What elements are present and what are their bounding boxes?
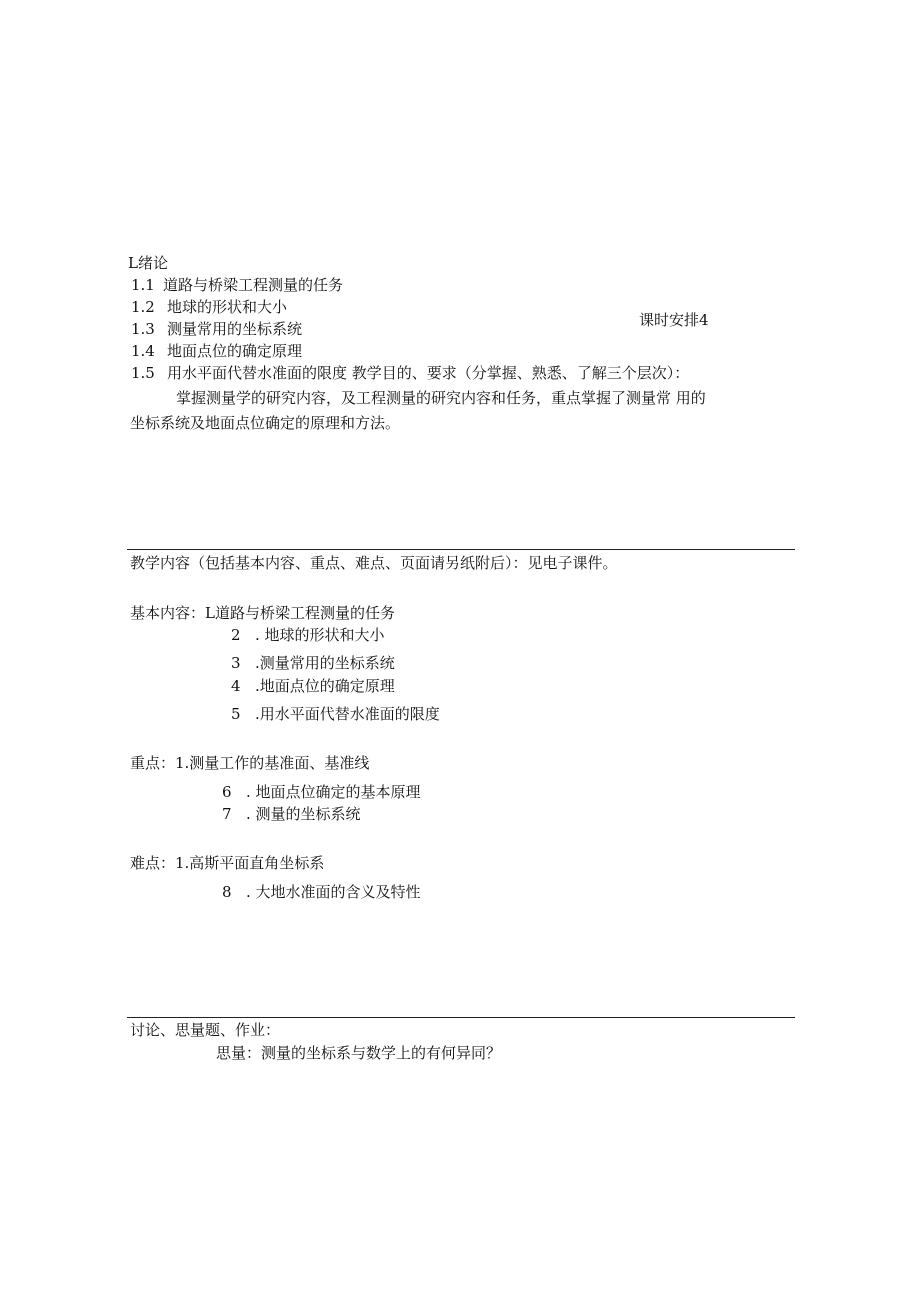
list-item bbox=[222, 782, 421, 802]
schedule-label: 课时安排4 bbox=[639, 311, 709, 329]
section-text: 地球的形状和大小 bbox=[167, 298, 288, 316]
section-text: 地面点位的确定原理 bbox=[167, 342, 303, 360]
difficult-points-label: 难点：1.高斯平面直角坐标系 bbox=[130, 854, 325, 872]
objective-text: 掌握测量学的研究内容，及工程测量的研究内容和任务，重点掌握了测量常 用的 bbox=[176, 389, 706, 407]
item-number: 8 bbox=[222, 883, 232, 901]
section-divider bbox=[127, 1017, 795, 1018]
item-text: . 测量的坐标系统 bbox=[246, 805, 361, 823]
section-number: 1.5 bbox=[131, 364, 155, 382]
section-text: 道路与桥梁工程测量的任务 bbox=[163, 276, 344, 294]
item-number: 6 bbox=[222, 783, 232, 801]
basic-content-label: 基本内容：L道路与桥梁工程测量的任务 bbox=[130, 604, 395, 622]
discussion-header: 讨论、思量题、作业： bbox=[130, 1021, 281, 1039]
item-text: . 地面点位确定的基本原理 bbox=[246, 783, 421, 801]
section-text: 测量常用的坐标系统 bbox=[167, 320, 303, 338]
chapter-title: L绪论 bbox=[128, 254, 168, 272]
list-item bbox=[231, 653, 395, 673]
item-text: . 大地水准面的含义及特性 bbox=[246, 883, 421, 901]
content-header: 教学内容（包括基本内容、重点、难点、页面请另纸附后）：见电子课件。 bbox=[130, 554, 618, 572]
item-text: .测量常用的坐标系统 bbox=[255, 654, 395, 672]
item-number: 3 bbox=[231, 654, 241, 672]
discussion-question: 思量：测量的坐标系与数学上的有何异同？ bbox=[216, 1044, 502, 1062]
key-points-label: 重点：1.测量工作的基准面、基准线 bbox=[130, 754, 370, 772]
item-text: . 地球的形状和大小 bbox=[255, 626, 385, 644]
item-number: 2 bbox=[231, 626, 241, 644]
section-text: 用水平面代替水准面的限度 教学目的、要求（分掌握、熟悉、了解三个层次）： bbox=[167, 364, 690, 382]
list-item bbox=[222, 882, 421, 902]
section-item bbox=[131, 341, 302, 361]
section-divider bbox=[127, 549, 795, 550]
list-item bbox=[231, 704, 440, 724]
list-item bbox=[231, 625, 385, 645]
section-item bbox=[131, 297, 287, 317]
item-number: 5 bbox=[231, 705, 241, 723]
item-text: .用水平面代替水准面的限度 bbox=[255, 705, 440, 723]
item-number: 4 bbox=[231, 677, 241, 695]
section-number: 1.4 bbox=[131, 342, 155, 360]
section-item bbox=[131, 319, 302, 339]
list-item bbox=[231, 676, 395, 696]
section-number: 1.3 bbox=[131, 320, 155, 338]
objective-text-cont: 坐标系统及地面点位确定的原理和方法。 bbox=[130, 414, 401, 432]
item-text: .地面点位的确定原理 bbox=[255, 677, 395, 695]
section-item bbox=[131, 275, 343, 295]
section-item bbox=[131, 363, 689, 383]
section-number: 1.2 bbox=[131, 298, 155, 316]
list-item bbox=[222, 804, 361, 824]
item-number: 7 bbox=[222, 805, 232, 823]
section-number: 1.1 bbox=[131, 276, 155, 294]
